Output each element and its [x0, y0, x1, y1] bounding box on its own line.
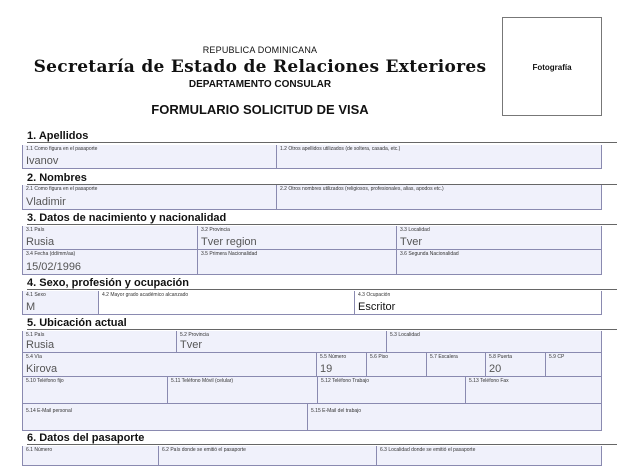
field-nombres-pasaporte[interactable] — [22, 185, 276, 210]
field-label: 6.2 País donde se emitió el pasaporte — [162, 447, 246, 453]
field-label: 5.11 Teléfono Móvil (celular) — [171, 378, 234, 384]
field-label: 5.13 Teléfono Fax — [469, 378, 509, 384]
field-sexo[interactable] — [22, 291, 98, 315]
field-otros-apellidos[interactable] — [276, 145, 602, 169]
field-label: 5.3 Localidad — [390, 332, 420, 338]
field-segunda-nacionalidad[interactable] — [396, 250, 602, 275]
field-email-personal[interactable] — [22, 404, 307, 431]
field-label: 5.10 Teléfono fijo — [26, 378, 64, 384]
field-puerta[interactable] — [485, 353, 545, 377]
field-label: 5.8 Puerta — [489, 354, 513, 360]
field-label: 5.1 País — [26, 332, 45, 338]
form-title: FORMULARIO SOLICITUD DE VISA — [151, 102, 369, 117]
section-apellidos: 1. Apellidos — [27, 130, 617, 142]
field-pais-nacimiento[interactable] — [22, 226, 197, 250]
field-primera-nacionalidad[interactable] — [197, 250, 396, 275]
field-label: 5.9 CP — [549, 354, 565, 360]
field-value: Tver — [180, 339, 202, 351]
photo-label: Fotografía — [532, 63, 572, 72]
field-label: 4.2 Mayor grado académico alcanzado — [102, 292, 189, 298]
field-label: 6.1 Número — [26, 447, 53, 453]
section-sexo-profesion: 4. Sexo, profesión y ocupación — [27, 277, 617, 289]
field-otros-nombres[interactable] — [276, 185, 602, 210]
field-localidad-nacimiento[interactable] — [396, 226, 602, 250]
field-value: 20 — [489, 363, 502, 375]
field-label: 1.1 Como figura en el pasaporte — [26, 146, 98, 152]
field-numero-pasaporte[interactable] — [22, 446, 158, 466]
field-label: 5.2 Provincia — [180, 332, 209, 338]
field-provincia-nacimiento[interactable] — [197, 226, 396, 250]
field-label: 5.6 Piso — [370, 354, 389, 360]
field-cp[interactable] — [545, 353, 602, 377]
section-nombres: 2. Nombres — [27, 172, 617, 184]
field-pais-pasaporte[interactable] — [158, 446, 376, 466]
field-value: Kirova — [26, 363, 58, 375]
field-value: Vladimir — [26, 196, 66, 208]
field-telefono-movil[interactable] — [167, 377, 317, 404]
field-provincia-ubicacion[interactable] — [176, 331, 386, 353]
field-numero[interactable] — [316, 353, 366, 377]
field-label: 3.4 Fecha (dd/mm/aa) — [26, 251, 76, 257]
field-value: 19 — [320, 363, 333, 375]
field-label: 2.2 Otros nombres utilizados (religiosos, profesionales, alias, apodos etc.) — [280, 186, 444, 192]
field-ocupacion[interactable] — [354, 291, 602, 315]
field-value: M — [26, 301, 36, 313]
section-pasaporte: 6. Datos del pasaporte — [27, 432, 617, 444]
field-value: Ivanov — [26, 155, 59, 167]
field-apellidos-pasaporte[interactable] — [22, 145, 276, 169]
field-value: Rusia — [26, 339, 55, 351]
field-pais-ubicacion[interactable] — [22, 331, 176, 353]
field-via[interactable] — [22, 353, 316, 377]
header-republic: REPUBLICA DOMINICANA — [202, 45, 318, 55]
field-label: 3.6 Segunda Nacionalidad — [400, 251, 459, 257]
field-value: Tver region — [201, 236, 257, 248]
field-label: 5.15 E-Mail del trabajo — [311, 408, 362, 414]
field-escalera[interactable] — [426, 353, 485, 377]
field-email-trabajo[interactable] — [307, 404, 602, 431]
header-secretaria: Secretaría de Estado de Relaciones Exteriores — [33, 57, 487, 77]
field-grado-academico[interactable] — [98, 291, 354, 315]
field-label: 4.1 Sexo — [26, 292, 46, 298]
field-piso[interactable] — [366, 353, 426, 377]
field-localidad-ubicacion[interactable] — [386, 331, 602, 353]
field-label: 5.12 Teléfono Trabajo — [321, 378, 370, 384]
header-department: DEPARTAMENTO CONSULAR — [188, 79, 332, 90]
section-nacimiento: 3. Datos de nacimiento y nacionalidad — [27, 212, 617, 224]
field-value: Rusia — [26, 236, 55, 248]
field-localidad-pasaporte[interactable] — [376, 446, 602, 466]
field-label: 6.3 Localidad donde se emitió el pasaporte — [380, 447, 476, 453]
field-fecha-nacimiento[interactable] — [22, 250, 197, 275]
field-label: 4.3 Ocupación — [358, 292, 391, 298]
field-value: Escritor — [358, 301, 396, 313]
field-label: 2.1 Como figura en el pasaporte — [26, 186, 98, 192]
field-label: 3.5 Primera Nacionalidad — [201, 251, 258, 257]
field-label: 3.3 Localidad — [400, 227, 430, 233]
field-value: 15/02/1996 — [26, 261, 82, 273]
field-label: 5.4 Vía — [26, 354, 42, 360]
field-label: 3.1 País — [26, 227, 45, 233]
field-value: Tver — [400, 236, 422, 248]
field-telefono-fax[interactable] — [465, 377, 602, 404]
field-label: 5.7 Escalera — [430, 354, 458, 360]
photo-box[interactable] — [502, 17, 602, 116]
field-label: 5.5 Número — [320, 354, 347, 360]
field-label: 5.14 E-Mail personal — [26, 408, 72, 414]
field-label: 3.2 Provincia — [201, 227, 230, 233]
field-label: 1.2 Otros apellidos utilizados (de soltera, casada, etc.) — [280, 146, 401, 152]
field-telefono-fijo[interactable] — [22, 377, 167, 404]
field-telefono-trabajo[interactable] — [317, 377, 465, 404]
section-ubicacion: 5. Ubicación actual — [27, 317, 617, 329]
